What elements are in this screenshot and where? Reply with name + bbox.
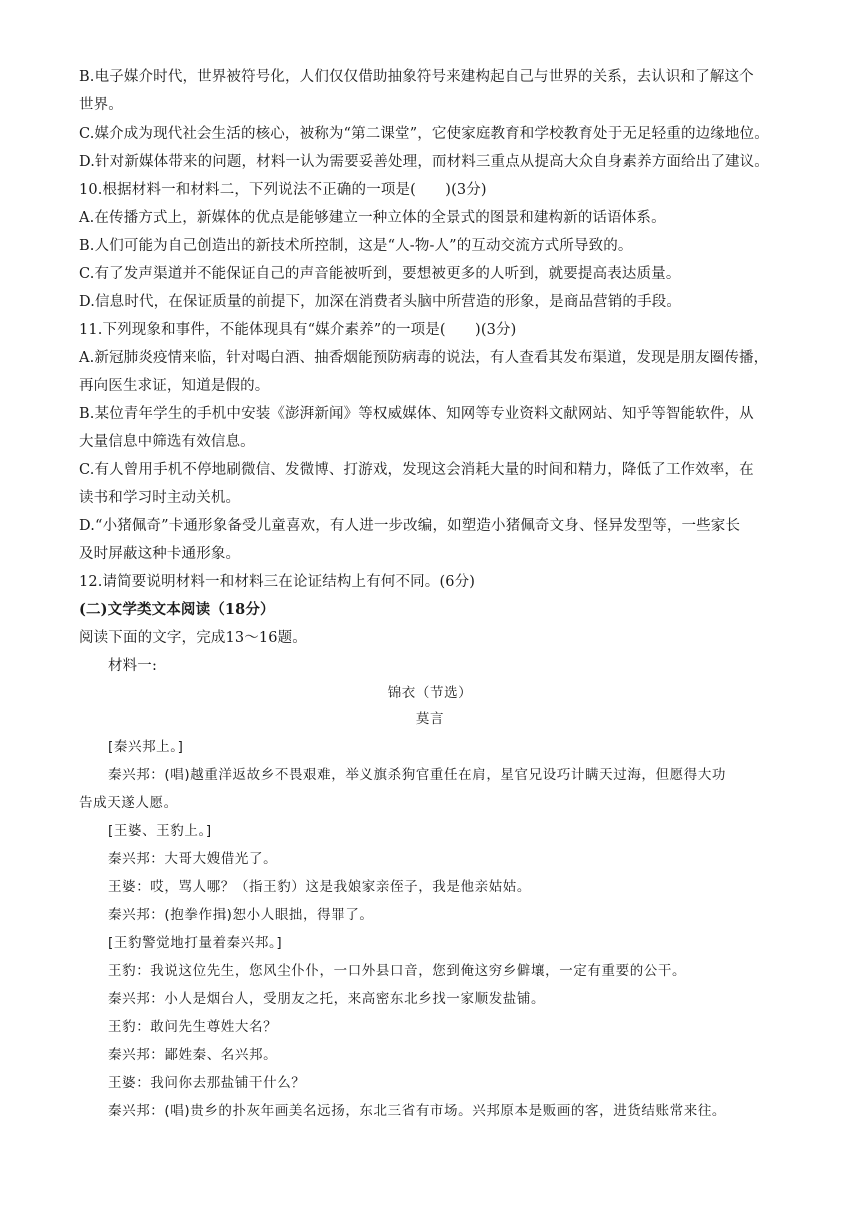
stage-direction: [王豹警觉地打量着秦兴邦。] <box>108 935 283 951</box>
stage-direction: [秦兴邦上。] <box>108 739 184 755</box>
question-11: 11.下列现象和事件，不能体现具有“媒介素养”的一项是( )(3分) <box>79 322 517 338</box>
option-11b-line1: B.某位青年学生的手机中安装《澎湃新闻》等权威媒体、知网等专业资料文献网站、知乎等智能软件，从 <box>79 406 754 422</box>
dialogue-line: 王婆：哎，骂人哪？（指王豹）这是我娘家亲侄子，我是他亲姑姑。 <box>108 879 531 895</box>
reading-instruction: 阅读下面的文字，完成13～16题。 <box>79 630 307 646</box>
section-heading: (二)文学类文本阅读（18分） <box>79 601 275 618</box>
option-10d: D.信息时代，在保证质量的前提下，加深在消费者头脑中所营造的形象，是商品营销的手段。 <box>79 294 682 310</box>
dialogue-line: 秦兴邦：小人是烟台人，受朋友之托，来高密东北乡找一家顺发盐铺。 <box>108 991 546 1007</box>
dialogue-line: 秦兴邦：(抱拳作揖)恕小人眼拙，得罪了。 <box>108 907 374 923</box>
option-11c-line2: 读书和学习时主动关机。 <box>79 490 241 506</box>
stage-direction: [王婆、王豹上。] <box>108 823 212 839</box>
option-11a-line2: 再向医生求证，知道是假的。 <box>79 378 270 394</box>
option-11d-line1: D.“小猪佩奇”卡通形象备受儿童喜欢，有人进一步改编，如塑造小猪佩奇文身、怪异发型等，一些家长 <box>79 518 741 534</box>
option-11a-line1: A.新冠肺炎疫情来临，针对喝白酒、抽香烟能预防病毒的说法，有人查看其发布渠道，发现是朋友圈传播， <box>79 350 769 366</box>
dialogue-line: 秦兴邦：鄙姓秦、名兴邦。 <box>108 1047 278 1063</box>
dialogue-line: 秦兴邦：大哥大嫂借光了。 <box>108 851 278 867</box>
option-9b-line2: 世界。 <box>79 97 123 113</box>
option-9d: D.针对新媒体带来的问题，材料一认为需要妥善处理，而材料三重点从提高大众自身素养方面给出了建议。 <box>79 154 769 170</box>
option-9b-line1: B.电子媒介时代，世界被符号化，人们仅仅借助抽象符号来建构起自己与世界的关系，去认识和了解这个 <box>79 69 754 85</box>
dialogue-line: 秦兴邦：(唱)贵乡的扑灰年画美名远扬，东北三省有市场。兴邦原本是贩画的客，进货结账常来往。 <box>108 1103 727 1119</box>
option-10a: A.在传播方式上，新媒体的优点是能够建立一种立体的全景式的图景和建构新的话语体系。 <box>79 210 666 226</box>
excerpt-title: 锦衣（节选） <box>387 685 473 701</box>
dialogue-line: 王豹：我说这位先生，您风尘仆仆，一口外县口音，您到俺这穷乡僻壤，一定有重要的公干。 <box>108 963 687 979</box>
question-12: 12.请简要说明材料一和材料三在论证结构上有何不同。(6分) <box>79 574 476 590</box>
option-11d-line2: 及时屏蔽这种卡通形象。 <box>79 546 241 562</box>
option-9c: C.媒介成为现代社会生活的核心，被称为“第二课堂”，它使家庭教育和学校教育处于无足轻重的边缘地位。 <box>79 126 769 142</box>
option-11b-line2: 大量信息中筛选有效信息。 <box>79 434 255 450</box>
dialogue-line-cont: 告成天遂人愿。 <box>79 795 178 811</box>
option-11c-line1: C.有人曾用手机不停地刷微信、发微博、打游戏，发现这会消耗大量的时间和精力，降低了工作效率，在 <box>79 462 754 478</box>
material-label: 材料一: <box>108 658 157 674</box>
dialogue-line: 王婆：我问你去那盐铺干什么？ <box>108 1075 306 1091</box>
dialogue-line: 王豹：敢问先生尊姓大名？ <box>108 1019 278 1035</box>
option-10b: B.人们可能为自己创造出的新技术所控制，这是“人-物-人”的互动交流方式所导致的。 <box>79 238 633 254</box>
option-10c: C.有了发声渠道并不能保证自己的声音能被听到，要想被更多的人听到，就要提高表达质量。 <box>79 266 681 282</box>
question-10: 10.根据材料一和材料二，下列说法不正确的一项是( )(3分) <box>79 182 487 198</box>
excerpt-author: 莫言 <box>415 711 445 727</box>
dialogue-line: 秦兴邦：(唱)越重洋返故乡不畏艰难，举义旗杀狗官重任在肩，星官兄设巧计瞒天过海，但愿得大功 <box>108 767 727 783</box>
